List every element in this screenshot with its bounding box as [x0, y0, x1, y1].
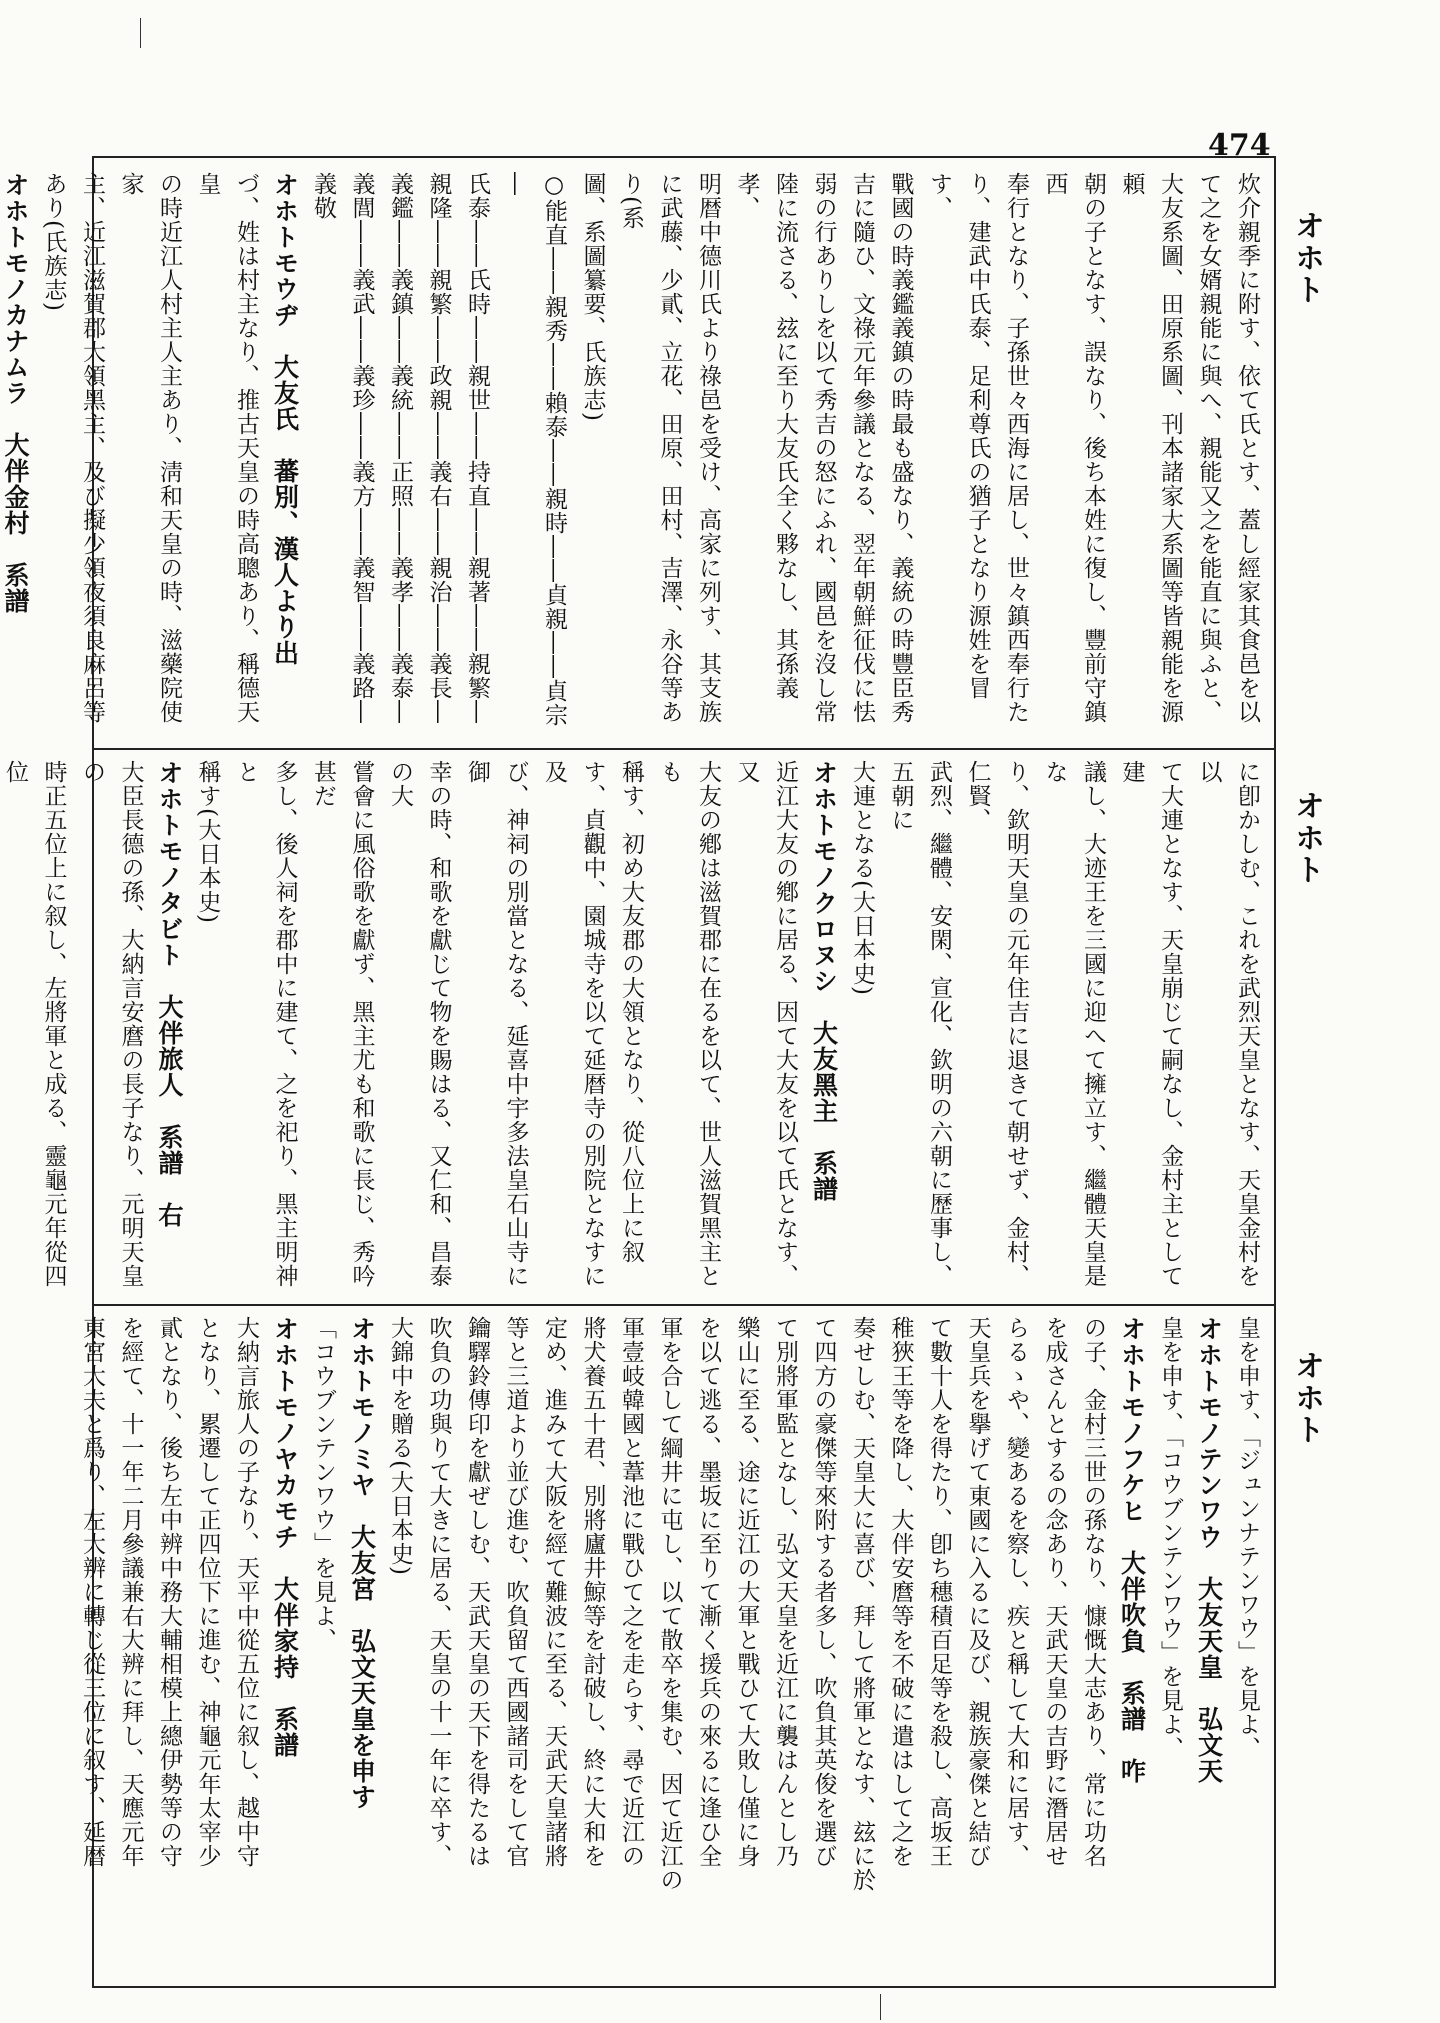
text-line: 皇を申す、「コウブンテンワウ」を見よ、 — [1157, 1316, 1183, 1761]
text-line: 稱す(大日本史) — [194, 760, 221, 924]
text-line: を成さんとするの念あり、天武天皇の吉野に潛居せ — [1041, 1316, 1068, 1868]
text-line: 多し、後人祠を郡中に建て、之を祀り、黑主明神と — [233, 760, 298, 1288]
side-head-3: オホト — [1289, 1350, 1324, 1446]
genealogy-line: 親隆――親繁――政親――義右――親治――義長― — [425, 172, 452, 724]
text-line: 奏せしむ、天皇大に喜び、拜して將軍となす、玆に於 — [849, 1316, 875, 1892]
text-line: らるゝや、變あるを察し、疾と稱して大和に居す、 — [1003, 1316, 1029, 1868]
text-line: あり(氏族志) — [40, 172, 67, 312]
text-line: り、欽明天皇の元年住吉に退きて朝せず、金村、仁賢、 — [964, 760, 1029, 1288]
text-line: 貳となり、後ち左中辨中務大輔相模上總伊勢等の守 — [156, 1316, 182, 1868]
scan-edge-bottom — [880, 1994, 881, 2020]
text-line: 等と三道より並び進む、吹負留て西國諸司をして官 — [502, 1316, 529, 1868]
text-line: 武烈、繼體、安閑、宣化、欽明の六朝に歷事し、五朝に — [887, 760, 952, 1288]
text-line: 幸の時、和歌を獻じて物を賜はる、又仁和、昌泰の大 — [387, 760, 452, 1288]
text-line: 大納言旅人の子なり、天平中從五位に叙し、越中守 — [233, 1316, 259, 1868]
text-line: の時近江人村主人主あり、淸和天皇の時、滋藥院使家 — [117, 172, 182, 724]
text-line: に武藤、少貳、立花、田原、田村、吉澤、永谷等あり(系 — [618, 172, 683, 724]
text-line: 弱の行ありしを以て秀吉の怒にふれ、國邑を沒し常 — [810, 172, 837, 724]
text-line: す、貞觀中、園城寺を以て延暦寺の別院となすに及 — [541, 760, 606, 1288]
text-line: 稚狹王等を降し、大伴安麿等を不破に遣はして之を — [887, 1316, 914, 1868]
text-line: て之を女婿親能に與へ、親能又之を能直に與ふと、 — [1195, 172, 1222, 724]
text-line: て四方の豪傑等來附する者多し、吹負其英俊を選び — [810, 1316, 837, 1868]
text-line: 大連となる(大日本史) — [849, 760, 875, 996]
text-line: 議し、大迹王を三國に迎へて擁立す、繼體天皇是な — [1041, 760, 1106, 1288]
text-line: 鑰驛鈴傳印を獻ぜしむ、天武天皇の天下を得たるは — [464, 1316, 490, 1868]
text-line: 天皇兵を擧げて東國に入るに及び、親族豪傑と結び — [964, 1316, 991, 1868]
text-line: 朝の子となす、誤なり、後ち本姓に復し、豐前守鎮西 — [1041, 172, 1106, 724]
genealogy-line: 義鑑――義鎮――義統――正照――義孝――義泰― — [387, 172, 413, 724]
text-line: を以て逃る、墨坂に至りて漸く援兵の來るに逢ひ全 — [695, 1316, 721, 1868]
text-line: 皇を申す、「ジュンナテンワウ」を見よ、 — [1234, 1316, 1260, 1761]
side-head-2: オホト — [1289, 790, 1324, 886]
text-line: 戰國の時義鑑義鎮の時最も盛なり、義統の時豐臣秀 — [887, 172, 914, 724]
text-line: 大錦中を贈る(大日本史) — [387, 1316, 413, 1576]
scan-edge-top — [140, 18, 141, 48]
side-head-1: オホト — [1289, 210, 1324, 306]
band-divider-2 — [92, 1304, 1276, 1306]
text-line: 軍壹岐韓國と葦池に戰ひて之を走らす、尋で近江の — [618, 1316, 644, 1868]
text-line: 「コウブンテンワウ」を見よ、 — [310, 1316, 336, 1652]
text-line: 炊介親季に附す、依て氏とす、蓋し經家其食邑を以 — [1234, 172, 1260, 724]
entry-heading: オホトモノヤカモチ 大伴家持 系譜 — [270, 1316, 300, 1758]
text-line: 奉行となり、子孫世々西海に居し、世々鎮西奉行た — [1003, 172, 1029, 724]
entry-heading: オホトモノタビト 大伴旅人 系譜 右 — [155, 760, 184, 1228]
genealogy-line: 義閭――義武――義珍――義方――義智――義路― — [348, 172, 375, 724]
text-line: 主、近江滋賀郡大領黑主、及び擬少領夜須良麻呂等 — [79, 172, 105, 724]
text-line: に卽かしむ、これを武烈天皇となす、天皇金村を以 — [1195, 760, 1260, 1288]
text-line: て數十人を得たり、卽ち穗積百足等を殺し、高坂王 — [926, 1316, 952, 1868]
entry-heading: オホトモノフケヒ 大伴吹負 系譜 咋 — [1117, 1316, 1147, 1784]
text-line: 大友系圖、田原系圖、刊本諸家大系圖等皆親能を源頼 — [1118, 172, 1183, 724]
text-line: 義敬 — [310, 172, 336, 220]
text-line: 吉に隨ひ、文祿元年參議となる、翌年朝鮮征伐に怯 — [849, 172, 875, 724]
text-line: 吹負の功與りて大きに居る、天皇の十一年に卒す、 — [425, 1316, 452, 1868]
text-line: づ、姓は村主なり、推古天皇の時高聰あり、稱德天皇 — [194, 172, 259, 724]
text-line: び、神祠の別當となる、延喜中宇多法皇石山寺に御 — [464, 760, 529, 1288]
text-line: 軍を合して綱井に屯し、以て散卒を集む、因て近江の — [656, 1316, 683, 1892]
text-line: となり、累遷して正四位下に進む、神龜元年太宰少 — [194, 1316, 221, 1868]
text-line: 陸に流さる、玆に至り大友氏全く夥なし、其孫義孝、 — [733, 172, 798, 700]
text-line: 東宮大夫と爲り、左大辨に轉じ從三位に叙す、延暦 — [79, 1316, 105, 1868]
text-band-2 — [2, 760, 1266, 1294]
text-line: 近江大友の鄕に居る、因て大友を以て氏となす、又 — [733, 760, 798, 1288]
text-line: り、建武中氏泰、足利尊氏の猶子となり源姓を冒す、 — [926, 172, 991, 700]
text-line: 明暦中德川氏より祿邑を受け、高家に列す、其支族 — [695, 172, 721, 724]
text-line: て大連となす、天皇崩じて嗣なし、金村主として建 — [1118, 760, 1183, 1288]
entry-heading: オホトモノカナムラ 大伴金村 系譜 — [1, 172, 30, 614]
text-line: 樂山に至る、途に近江の大軍と戰ひて大敗し僅に身 — [733, 1316, 760, 1868]
text-line: 大友の鄕は滋賀郡に在るを以て、世人滋賀黑主とも — [656, 760, 721, 1288]
genealogy-line: 氏泰――氏時――親世――持直――親著――親繁― — [464, 172, 490, 724]
text-line: 將犬養五十君、別將廬井鯨等を討破し、終に大和を — [579, 1316, 606, 1868]
text-line: の子、金村三世の孫なり、慷慨大志あり、常に功名 — [1080, 1316, 1106, 1868]
text-line: 稱す、初め大友郡の大領となり、從八位上に叙 — [618, 760, 644, 1264]
band-divider-1 — [92, 748, 1276, 750]
entry-heading: オホトモノテンワウ 大友天皇 弘文天 — [1194, 1316, 1224, 1784]
page-number: 474 — [1208, 128, 1271, 163]
text-line: 定め、進みて大阪を經て難波に至る、天武天皇諸將 — [541, 1316, 567, 1868]
text-line: 時正五位上に叙し、左將軍と成る、靈龜元年從四位 — [2, 760, 67, 1288]
text-band-1 — [1, 172, 1266, 738]
text-line: を經て、十一年二月參議兼右大辨に拜し、天應元年 — [117, 1316, 144, 1868]
entry-heading: オホトモノクロヌシ 大友黑主 系譜 — [809, 760, 839, 1202]
text-line: 大臣長德の孫、大納言安麿の長子なり、元明天皇の — [79, 760, 144, 1288]
entry-heading: オホトモノミヤ 大友宮 弘文天皇を申す — [347, 1316, 377, 1810]
entry-heading: オホトモウヂ 大友氏 蕃別、漢人より出 — [270, 172, 300, 666]
text-band-3 — [79, 1316, 1266, 1980]
text-line: 圖、系圖纂要、氏族志) — [579, 172, 606, 422]
text-line: 嘗會に風俗歌を獻ず、黑主尤も和歌に長じ、秀吟甚だ — [310, 760, 375, 1288]
genealogy-line: ○能直――親秀――賴泰――親時――貞親――貞宗― — [502, 172, 567, 727]
text-line: て別將軍監となし、弘文天皇を近江に襲はんとし乃 — [772, 1316, 798, 1868]
